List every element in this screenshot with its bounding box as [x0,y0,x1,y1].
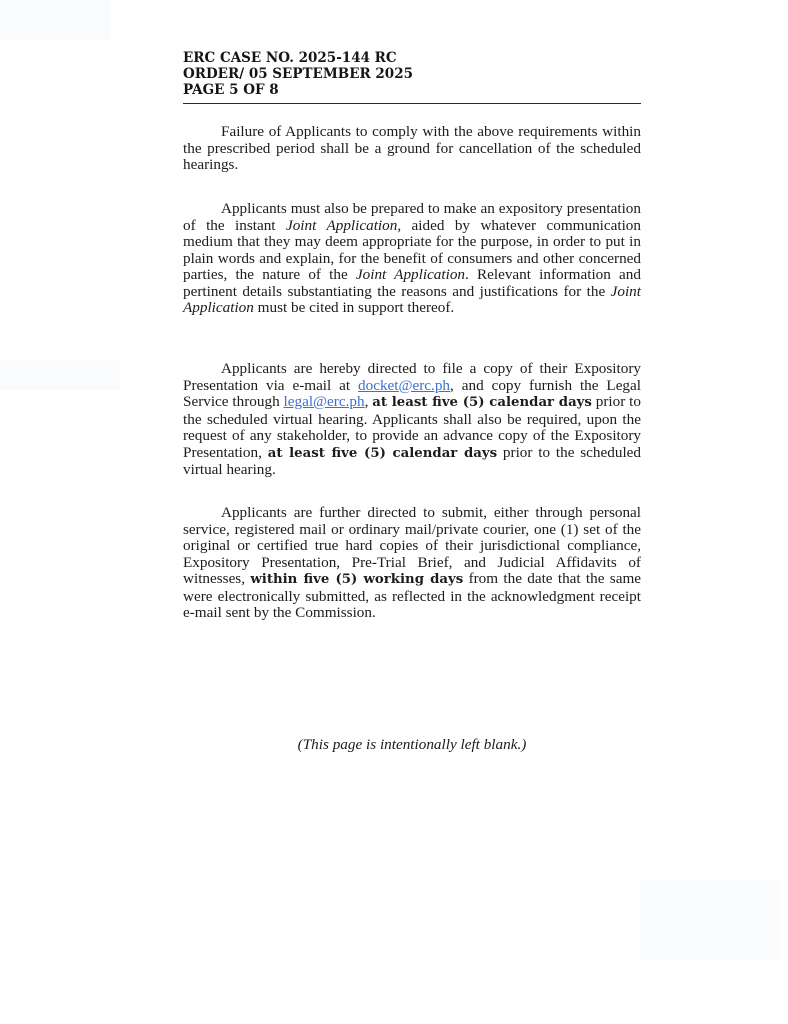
paragraph-text: Applicants are hereby directed to file a copy of their Expository Presentation via e-mail at [183,360,641,394]
scan-artifact [640,880,780,960]
paragraph-text: , [364,393,373,410]
paragraph-text: , and copy furnish the Legal Service through [183,376,641,410]
paragraph-expository-presentation [183,201,641,317]
order-date: ORDER/ 05 SEPTEMBER 2025 [183,66,413,82]
paragraph-text: Applicants must also be prepared to make an expository presentation of the instant [183,200,641,234]
document-header [183,50,641,98]
italic-term: Joint Application [285,216,398,234]
bold-deadline: at least five (5) calendar days [372,395,592,410]
bold-deadline: within five (5) working days [250,572,464,587]
paragraph-text: . Relevant information and pertinent details substantiating the reasons and justifications for the [183,266,641,300]
paragraph-text: prior to the scheduled virtual hearing. [183,443,642,478]
italic-term: Joint Application [183,282,641,316]
paragraph-text: prior to the scheduled virtual hearing. Applicants shall also be required, upon the request of any stakeholder, to provide an advance copy of the Expository Presentation, [183,393,641,461]
paragraph-noncompliance [183,124,641,174]
legal-email-link[interactable]: legal@erc.ph [283,393,365,410]
paragraph-text: , aided by whatever communication medium that they may deem appropriate for the purpose, in order to put in plain words and explain, for the benefit of consumers and other concerned parties, the nature of the [183,216,641,283]
docket-email-link[interactable]: docket@erc.ph [358,376,451,394]
paragraph-submission-directive [183,505,641,622]
bold-deadline: at least five (5) calendar days [267,445,498,461]
paragraph-text: must be cited in support thereof. [253,299,455,316]
paragraph-text: from the date that the same were electronically submitted, as reflected in the acknowledgment receipt e-mail sent by the Commission. [183,570,641,621]
paragraph-text: Applicants are further directed to submit, either through personal service, registered mail or ordinary mail/private courier, one (1) set of the original or certified true hard copies of their jurisdictional compliance, Expository Presentation, Pre-Trial Brief, and Judicial Affidavits of witnesses, [183,504,641,587]
scan-artifact [0,0,110,40]
paragraph-filing-directive [183,361,641,479]
blank-page-note: (This page is intentionally left blank.) [297,736,527,753]
paragraph-text: Failure of Applicants to comply with the above requirements within the prescribed period shall be a ground for cancellation of the scheduled hearings. [183,123,641,173]
italic-term: Joint Application [355,266,466,283]
case-number: ERC CASE NO. 2025-144 RC [183,50,397,66]
page-number: PAGE 5 OF 8 [183,82,279,98]
scan-artifact [0,360,120,390]
header-rule [183,103,641,104]
